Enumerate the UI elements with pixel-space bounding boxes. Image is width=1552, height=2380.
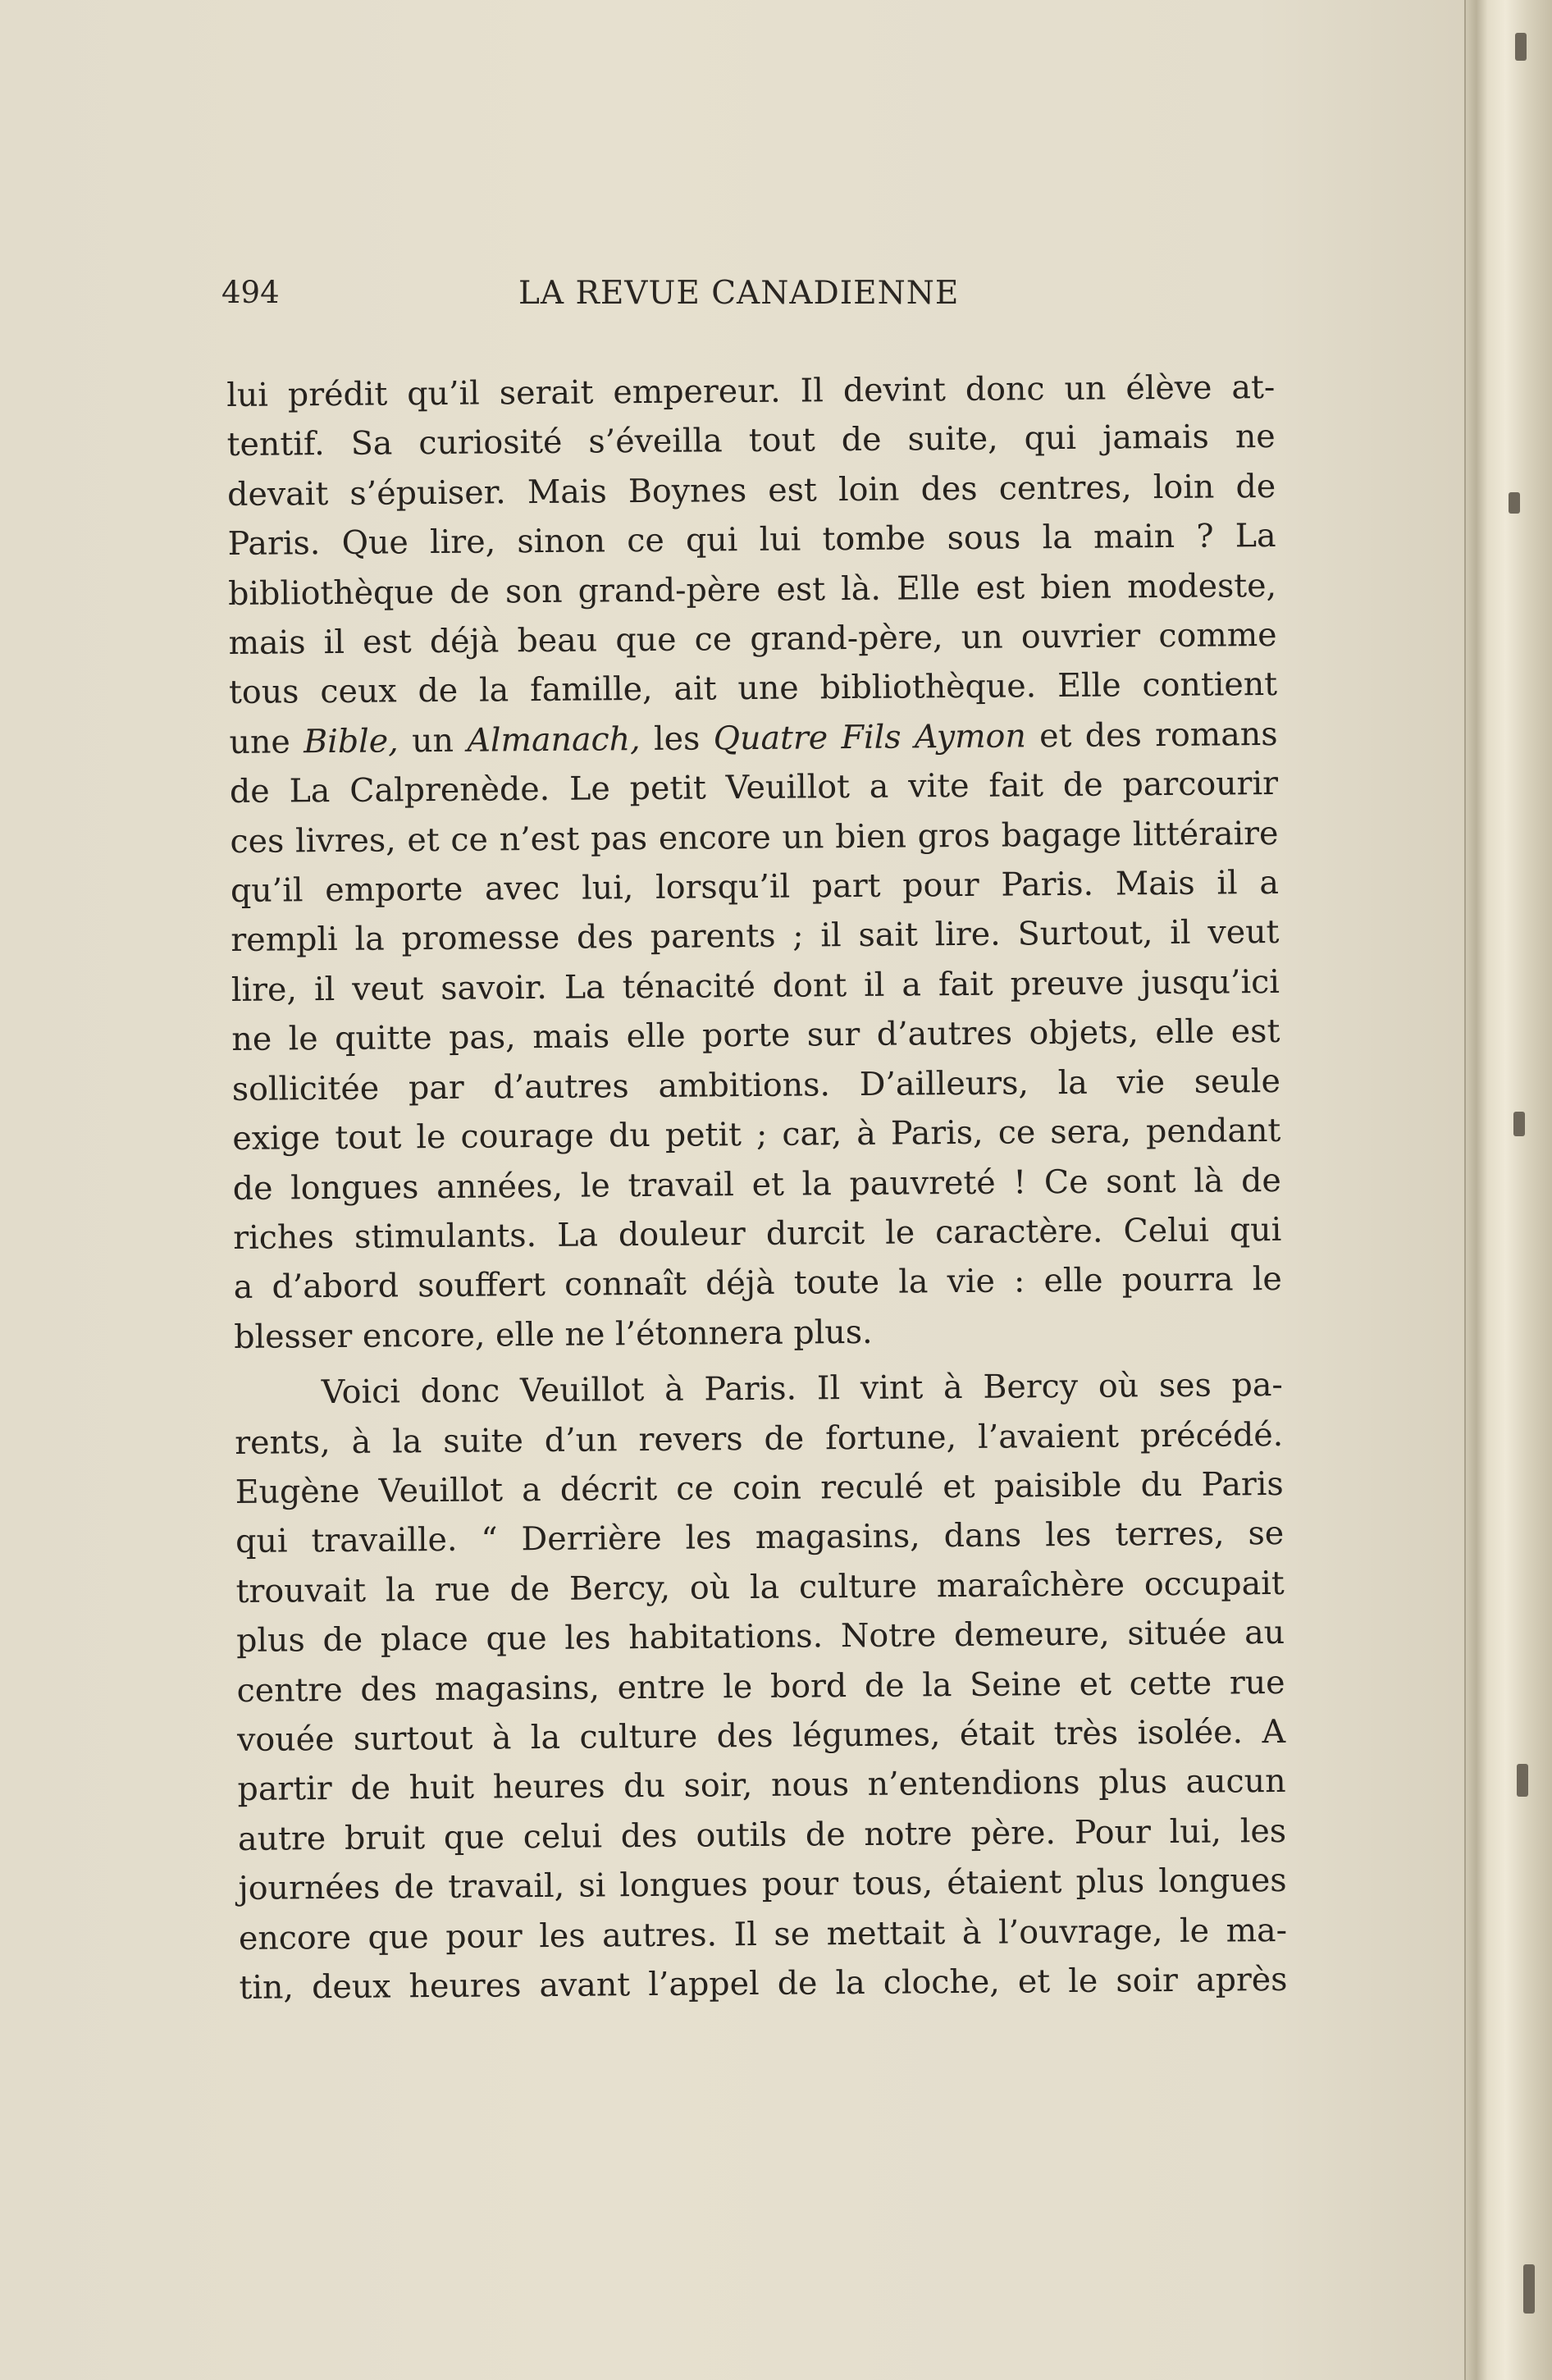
text-line: Voici donc Veuillot à Paris. Il vint à Bercy où ses pa- bbox=[321, 1366, 1283, 1412]
text-fragment: une bbox=[229, 723, 304, 761]
edge-mark bbox=[1517, 1764, 1528, 1797]
text-line: Paris. Que lire, sinon ce qui lui tombe sous la main ? La bbox=[227, 517, 1276, 564]
text-line: de longues années, le travail et la pauvreté ! Ce sont là de bbox=[232, 1161, 1281, 1208]
text-line: qu’il emporte avec lui, lorsqu’il part pour Paris. Mais il a bbox=[230, 864, 1280, 911]
text-line: devait s’épuiser. Mais Boynes est loin des centres, loin de bbox=[227, 467, 1276, 514]
page-edge bbox=[1464, 0, 1552, 2380]
text-line: journées de travail, si longues pour tous, étaient plus longues bbox=[238, 1862, 1287, 1908]
text-line: a d’abord souffert connaît déjà toute la vie : elle pourra le bbox=[233, 1260, 1282, 1307]
text-line: ne le quitte pas, mais elle porte sur d’autres objets, elle est bbox=[231, 1012, 1280, 1059]
running-header bbox=[221, 275, 1419, 324]
text-line: tous ceux de la famille, ait une bibliothèque. Elle contient bbox=[228, 665, 1278, 712]
book-title-bible: Bible, bbox=[304, 722, 399, 761]
book-title-quatre-fils-aymon: Quatre Fils Aymon bbox=[713, 717, 1026, 758]
text-line: encore que pour les autres. Il se mettait à l’ouvrage, le ma- bbox=[238, 1911, 1288, 1957]
text-line: trouvait la rue de Bercy, où la culture maraîchère occupait bbox=[235, 1564, 1285, 1610]
text-line: vouée surtout à la culture des légumes, était très isolée. A bbox=[236, 1712, 1286, 1759]
text-fragment: et des romans bbox=[1025, 715, 1278, 756]
paragraph-1 bbox=[226, 363, 1282, 1362]
book-title-almanach: Almanach, bbox=[467, 719, 641, 760]
text-line: tin, deux heures avant l’appel de la cloche, et le soir après bbox=[239, 1960, 1288, 2007]
text-fragment: les bbox=[640, 719, 714, 758]
text-line: plus de place que les habitations. Notre demeure, située au bbox=[235, 1614, 1285, 1661]
text-line: autre bruit que celui des outils de notre père. Pour lui, les bbox=[237, 1811, 1287, 1858]
text-line: centre des magasins, entre le bord de la Seine et cette rue bbox=[236, 1663, 1285, 1710]
text-line-with-titles bbox=[229, 710, 1277, 767]
body-text bbox=[226, 363, 1288, 2012]
text-line: lire, il veut savoir. La ténacité dont il a fait preuve jusqu’ici bbox=[231, 962, 1280, 1009]
text-line: mais il est déjà beau que ce grand-père, un ouvrier comme bbox=[228, 615, 1277, 663]
text-line: lui prédit qu’il serait empereur. Il devint donc un élève at- bbox=[226, 368, 1276, 414]
text-line: de La Calprenède. Le petit Veuillot a vite fait de parcourir bbox=[229, 765, 1279, 811]
page-number: 494 bbox=[221, 275, 280, 310]
edge-mark bbox=[1523, 2264, 1535, 2314]
edge-mark bbox=[1513, 1112, 1525, 1136]
text-fragment: un bbox=[398, 721, 468, 761]
text-line: exige tout le courage du petit ; car, à Paris, ce sera, pendant bbox=[232, 1112, 1281, 1158]
running-title: LA REVUE CANADIENNE bbox=[518, 275, 960, 312]
text-line: rempli la promesse des parents ; il sait lire. Surtout, il veut bbox=[231, 913, 1280, 960]
text-line: tentif. Sa curiosité s’éveilla tout de suite, qui jamais ne bbox=[226, 418, 1276, 464]
text-line: riches stimulants. La douleur durcit le caractère. Celui qui bbox=[233, 1210, 1282, 1257]
text-line: partir de huit heures du soir, nous n’entendions plus aucun bbox=[237, 1762, 1286, 1809]
text-line: ces livres, et ce n’est pas encore un bien gros bagage littéraire bbox=[230, 814, 1279, 861]
text-line: bibliothèque de son grand-père est là. Elle est bien modeste, bbox=[227, 566, 1277, 613]
text-line: Eugène Veuillot a décrit ce coin reculé et paisible du Paris bbox=[235, 1464, 1284, 1511]
text-line: qui travaille. “ Derrière les magasins, dans les terres, se bbox=[235, 1514, 1285, 1561]
text-line: sollicitée par d’autres ambitions. D’ailleurs, la vie seule bbox=[231, 1062, 1281, 1108]
edge-mark bbox=[1509, 492, 1520, 514]
edge-mark bbox=[1515, 33, 1527, 61]
text-line: blesser encore, elle ne l’étonnera plus. bbox=[234, 1313, 873, 1356]
text-line: rents, à la suite d’un revers de fortune, l’avaient précédé. bbox=[235, 1415, 1284, 1462]
paragraph-2 bbox=[235, 1360, 1288, 2012]
